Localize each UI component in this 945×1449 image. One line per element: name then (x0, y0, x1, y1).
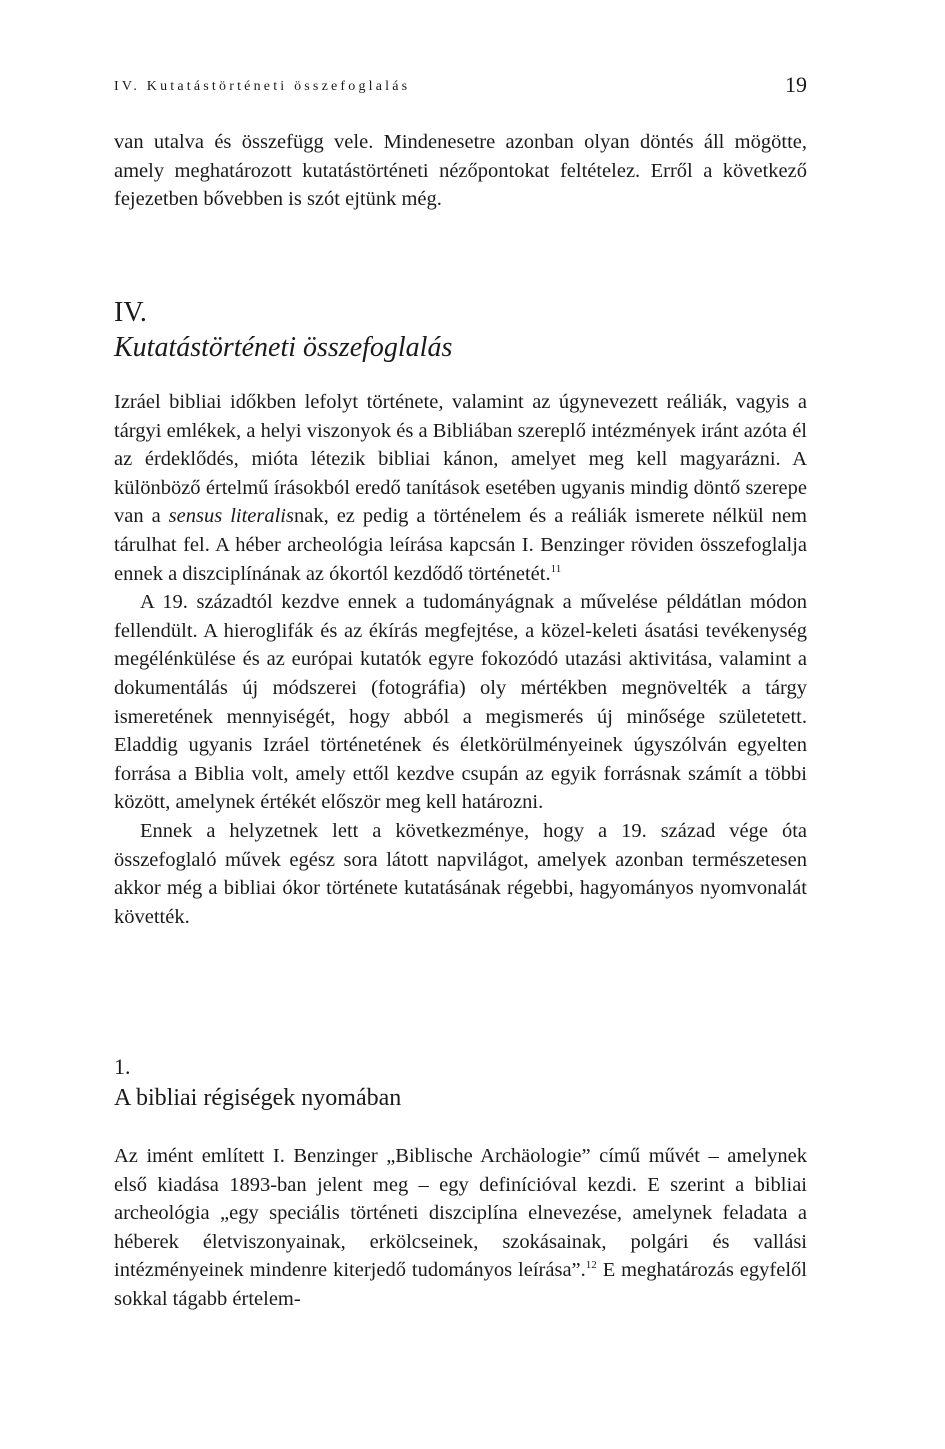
section-title: A bibliai régiségek nyomában (114, 1085, 402, 1111)
section-number: 1. (114, 1054, 131, 1079)
chapter-paragraph-2: A 19. századtól kezdve ennek a tudományágnak a művelése példátlan módon fellendült. A hieroglifák és az ékírás megfejtése, a közel-keleti ásatási tevékenység megélénkülése és az európai kutatók egyre fokozódó utazási aktivitása, valamint a dokumentálás új módszerei (fotográfia) oly mértékben megnövelték a tárgy ismeretének mennyiségét, hogy abból a megismerés új minősége születetett. Eladdig ugyanis Izráel történetének és életkörülményeinek úgyszólván egyelten forrása a Biblia volt, amely ettől kezdve csupán az egyik forrásnak számít a többi között, amelynek értékét először meg kell határozni. (114, 591, 807, 814)
footnote-marker-12: 12 (585, 1259, 597, 1272)
section-paragraph-1-start: Az imént említett I. Benzinger „Biblische Archäologie” című művét – amelynek első kiadása 1893-ban jelent meg – egy definícióval kezdi. E szerint a bibliai archeológia „egy speciális történeti diszciplína elnevezése, amelynek feladata a héberek életviszonyainak, erkölcseinek, szokásainak, polgári és vallási intézményeinek mindenre kiterjedő tudományos leírása”. (114, 1145, 807, 1282)
section-body (114, 1142, 807, 1314)
section-heading (114, 1052, 807, 1114)
chapter-paragraph-1-start: Izráel bibliai időkben lefolyt története, valamint az úgynevezett reáliák, vagyis a tárgyi emlékek, a helyi viszonyok és a Bibliában szereplő intézmények iránt azóta él az érdeklődés, mióta létezik bibliai kánon, amelyet meg kell magyarázni. A különböző értelmű írásokból eredő tanítások esetében ugyanis mindig döntő szerepe van a (114, 391, 807, 528)
chapter-heading (114, 296, 807, 366)
continuation-section (114, 128, 807, 214)
running-head (114, 72, 807, 100)
footnote-marker-11: 11 (550, 562, 562, 575)
latin-term: sensus literalis (168, 505, 294, 528)
section-paragraph-1 (114, 1142, 807, 1314)
running-head-title: IV. Kutatástörténeti összefoglalás (114, 79, 411, 94)
chapter-title: Kutatástörténeti összefoglalás (114, 332, 453, 363)
chapter-paragraph-1-end: nak, ez pedig a történelem és a reáliák ismerete nélkül nem tárulhat fel. A héber archeológia leírása kapcsán I. Benzinger röviden összefoglalja ennek a diszciplínának az ókortól kezdődő történetét. (114, 505, 807, 585)
page-number: 19 (785, 72, 807, 97)
chapter-number: IV. (114, 297, 147, 328)
chapter-body (114, 388, 807, 931)
chapter-paragraph-1 (114, 388, 807, 588)
continuation-paragraph: van utalva és összefügg vele. Mindenesetre azonban olyan döntés áll mögötte, amely meghatározott kutatástörténeti nézőpontokat feltételez. Erről a következő fejezetben bővebben is szót ejtünk még. (114, 131, 807, 211)
section-paragraph-1-end: E meghatározás egyfelől sokkal tágabb értelem- (114, 1259, 807, 1310)
chapter-paragraph-3: Ennek a helyzetnek lett a következménye, hogy a 19. század vége óta összefoglaló művek egész sora látott napvilágot, amelyek azonban természetesen akkor még a bibliai ókor története kutatásának régebbi, hagyományos nyomvonalát követték. (114, 819, 807, 928)
